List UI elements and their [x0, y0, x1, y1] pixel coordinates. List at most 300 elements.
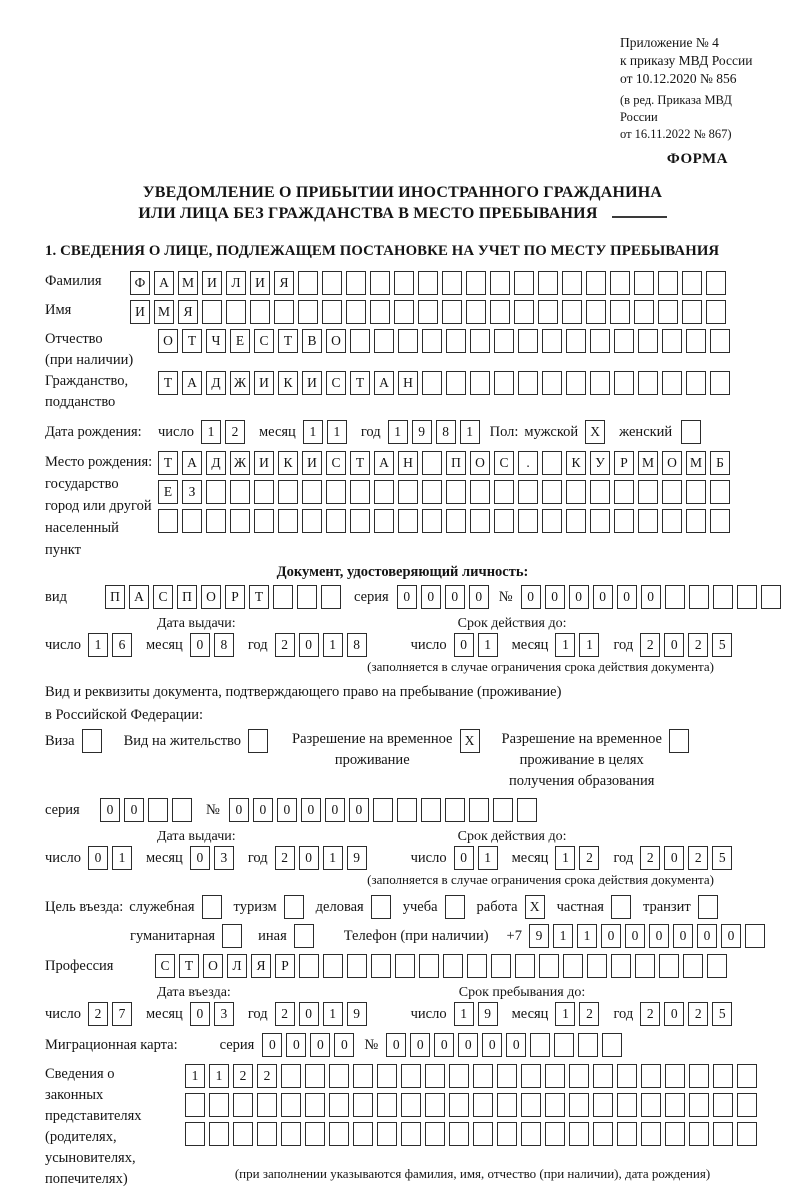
char-cell: Т [249, 585, 269, 609]
char-cell: Ж [230, 371, 250, 395]
date-part-cells [275, 633, 367, 657]
char-cell [395, 954, 415, 978]
char-cell: К [566, 451, 586, 475]
char-cell [686, 480, 706, 504]
char-cell [634, 300, 654, 324]
given-name-cells [130, 300, 726, 324]
char-cell: А [374, 451, 394, 475]
char-cell: С [155, 954, 175, 978]
char-cell [443, 954, 463, 978]
char-cell [578, 1033, 598, 1057]
temp-residence-permit-checkbox [460, 729, 480, 753]
char-cell: 2 [275, 633, 295, 657]
char-cell [322, 300, 342, 324]
char-cell [761, 585, 781, 609]
char-cell: 1 [112, 846, 132, 870]
date-part-cells [454, 1002, 498, 1026]
purpose-private-label: частная [556, 898, 604, 915]
char-cell: Н [398, 451, 418, 475]
phone-prefix: +7 [506, 927, 522, 944]
char-cell: 1 [323, 1002, 343, 1026]
char-cell: 0 [721, 924, 741, 948]
char-cell: 0 [458, 1033, 478, 1057]
char-cell [206, 509, 226, 533]
patronymic-row [45, 329, 760, 371]
char-cell: 0 [299, 633, 319, 657]
char-cell: 2 [688, 633, 708, 657]
char-cell [281, 1122, 301, 1146]
given-name-label: Имя [45, 302, 72, 318]
char-cell [298, 300, 318, 324]
char-cell: 1 [388, 420, 408, 444]
char-cell [449, 1093, 469, 1117]
char-cell: Л [226, 271, 246, 295]
purpose-official-label: служебная [129, 898, 195, 915]
char-cell: 2 [688, 1002, 708, 1026]
char-cell: Я [178, 300, 198, 324]
char-cell: О [158, 329, 178, 353]
char-cell [353, 1064, 373, 1088]
char-cell: М [178, 271, 198, 295]
char-cell [614, 480, 634, 504]
migration-card-row [45, 1033, 760, 1057]
char-cell: X [460, 729, 480, 753]
birth-place-cells-row1 [158, 451, 730, 475]
char-cell [278, 509, 298, 533]
char-cell [346, 271, 366, 295]
char-cell [713, 1093, 733, 1117]
char-cell [469, 798, 489, 822]
char-cell: 0 [421, 585, 441, 609]
char-cell [226, 300, 246, 324]
expiry-date-heading: Срок действия до: [457, 829, 567, 844]
char-cell [373, 798, 393, 822]
char-cell [542, 371, 562, 395]
char-cell [614, 509, 634, 533]
char-cell [686, 371, 706, 395]
char-cell [230, 509, 250, 533]
char-cell [473, 1122, 493, 1146]
issue-date-heading: Дата выдачи: [157, 829, 236, 844]
char-cell [278, 480, 298, 504]
citizenship-label [45, 371, 158, 413]
char-cell [686, 509, 706, 533]
char-cell [590, 371, 610, 395]
char-cell: 0 [286, 1033, 306, 1057]
char-cell [321, 585, 341, 609]
profession-label: Профессия [45, 957, 114, 974]
char-cell: . [518, 451, 538, 475]
char-cell [545, 1064, 565, 1088]
char-cell: Е [230, 329, 250, 353]
char-cell [422, 371, 442, 395]
char-cell [442, 300, 462, 324]
birth-place-label-line: населенный пункт [45, 520, 119, 558]
char-cell: Я [251, 954, 271, 978]
char-cell [353, 1122, 373, 1146]
purpose-row [45, 895, 760, 919]
char-cell [418, 271, 438, 295]
char-cell [449, 1122, 469, 1146]
purpose-other-label: иная [258, 927, 287, 944]
char-cell: 0 [299, 1002, 319, 1026]
char-cell [710, 509, 730, 533]
char-cell: Т [350, 371, 370, 395]
form-title [45, 182, 760, 224]
char-cell [350, 480, 370, 504]
date-part-cells [190, 633, 234, 657]
char-cell [209, 1122, 229, 1146]
char-cell [446, 509, 466, 533]
char-cell [518, 371, 538, 395]
char-cell [566, 371, 586, 395]
residence-series-label: серия [45, 801, 80, 818]
char-cell [419, 954, 439, 978]
residence-permit-checkbox [248, 729, 268, 753]
char-cell [466, 300, 486, 324]
char-cell [634, 271, 654, 295]
char-cell: 0 [673, 924, 693, 948]
char-cell: С [326, 371, 346, 395]
char-cell [530, 1033, 550, 1057]
char-cell: И [254, 371, 274, 395]
char-cell: Т [182, 329, 202, 353]
purpose-private [557, 895, 631, 919]
char-cell: 0 [454, 846, 474, 870]
date-part-cells [388, 420, 480, 444]
date-part-cells [190, 846, 234, 870]
char-cell [662, 509, 682, 533]
char-cell [421, 798, 441, 822]
char-cell [521, 1064, 541, 1088]
char-cell: О [201, 585, 221, 609]
char-cell: 0 [569, 585, 589, 609]
char-cell [602, 1033, 622, 1057]
char-cell [449, 1064, 469, 1088]
char-cell [665, 1093, 685, 1117]
char-cell: 0 [641, 585, 661, 609]
sex-label: Пол: [489, 423, 519, 440]
char-cell: 9 [478, 1002, 498, 1026]
char-cell: А [129, 585, 149, 609]
char-cell: 1 [327, 420, 347, 444]
char-cell: 8 [436, 420, 456, 444]
date-part-cells [275, 1002, 367, 1026]
char-cell: 3 [214, 846, 234, 870]
char-cell [182, 509, 202, 533]
char-cell: 0 [190, 633, 210, 657]
char-cell: 0 [277, 798, 297, 822]
char-cell: 0 [649, 924, 669, 948]
char-cell [394, 271, 414, 295]
char-cell: 1 [577, 924, 597, 948]
doc-kind-cells [105, 585, 341, 609]
char-cell [305, 1122, 325, 1146]
char-cell [737, 1093, 757, 1117]
char-cell [662, 329, 682, 353]
char-cell [707, 954, 727, 978]
char-cell [470, 371, 490, 395]
char-cell [446, 371, 466, 395]
char-cell [698, 895, 718, 919]
char-cell [446, 329, 466, 353]
char-cell: 0 [434, 1033, 454, 1057]
char-cell: 1 [454, 1002, 474, 1026]
char-cell [554, 1033, 574, 1057]
char-cell [590, 480, 610, 504]
surname-cells [130, 271, 726, 295]
char-cell [222, 924, 242, 948]
representatives-label-line: Сведения о [45, 1066, 115, 1082]
sex-male-checkbox [585, 420, 605, 444]
char-cell [610, 271, 630, 295]
char-cell [370, 300, 390, 324]
char-cell [377, 1122, 397, 1146]
char-cell: Т [350, 451, 370, 475]
representatives-label-line: законных [45, 1087, 104, 1103]
char-cell [274, 300, 294, 324]
char-cell: 0 [253, 798, 273, 822]
char-cell: С [254, 329, 274, 353]
residence-doc-intro-line2: в Российской Федерации: [45, 707, 204, 723]
char-cell [422, 451, 442, 475]
purpose-business-label: деловая [315, 898, 364, 915]
char-cell [562, 300, 582, 324]
char-cell [713, 1122, 733, 1146]
char-cell: 0 [229, 798, 249, 822]
char-cell [737, 1122, 757, 1146]
purpose-tourism-checkbox [284, 895, 304, 919]
char-cell [398, 480, 418, 504]
char-cell [593, 1093, 613, 1117]
char-cell [569, 1093, 589, 1117]
char-cell [185, 1122, 205, 1146]
identity-doc-date-headings [45, 615, 760, 632]
purpose-official-checkbox [202, 895, 222, 919]
char-cell: И [254, 451, 274, 475]
char-cell [490, 271, 510, 295]
migration-card-series-cells [262, 1033, 354, 1057]
char-cell: 1 [555, 633, 575, 657]
char-cell [689, 585, 709, 609]
char-cell: 0 [469, 585, 489, 609]
citizenship-cells [158, 371, 730, 395]
representatives-cells-row3 [185, 1122, 757, 1146]
purpose-work [477, 895, 545, 919]
purpose-transit-label: транзит [642, 898, 691, 915]
sex-female-checkbox [681, 420, 701, 444]
char-cell [683, 954, 703, 978]
date-part-cells [201, 420, 245, 444]
char-cell: 5 [712, 1002, 732, 1026]
char-cell: Б [710, 451, 730, 475]
birth-place-label-line: государство [45, 476, 119, 492]
char-cell [658, 300, 678, 324]
char-cell [641, 1093, 661, 1117]
temp-residence-permit-label [292, 729, 452, 771]
char-cell [638, 371, 658, 395]
char-cell: 1 [478, 846, 498, 870]
char-cell [590, 329, 610, 353]
char-cell [233, 1122, 253, 1146]
representatives-cells-row1 [185, 1064, 757, 1088]
residence-number-cells [229, 798, 537, 822]
char-cell [401, 1093, 421, 1117]
doc-series-label: серия [354, 588, 389, 605]
date-part-cells [303, 420, 347, 444]
char-cell: 9 [412, 420, 432, 444]
char-cell [638, 509, 658, 533]
purpose-study-checkbox [445, 895, 465, 919]
char-cell: Т [278, 329, 298, 353]
doc-series-cells [397, 585, 489, 609]
char-cell: 0 [190, 846, 210, 870]
forma-label: ФОРМА [666, 151, 728, 167]
date-part-cells [454, 633, 498, 657]
char-cell [473, 1064, 493, 1088]
residence-doc-series-row [45, 798, 760, 822]
char-cell: 0 [664, 1002, 684, 1026]
char-cell: 1 [555, 1002, 575, 1026]
purpose-business [316, 895, 391, 919]
char-cell: 0 [521, 585, 541, 609]
date-part-label: год [247, 1005, 268, 1022]
char-cell [610, 300, 630, 324]
char-cell [593, 1122, 613, 1146]
char-cell [298, 271, 318, 295]
char-cell [397, 798, 417, 822]
char-cell: Н [398, 371, 418, 395]
residence-doc-dates-row [45, 846, 760, 870]
char-cell: О [326, 329, 346, 353]
char-cell [517, 798, 537, 822]
char-cell: 7 [112, 1002, 132, 1026]
purpose-work-label: работа [476, 898, 518, 915]
residence-doc-intro-line1: Вид и реквизиты документа, подтверждающего право на пребывание (проживание) [45, 684, 562, 700]
char-cell [323, 954, 343, 978]
char-cell: 8 [214, 633, 234, 657]
visa-option [45, 729, 102, 753]
char-cell: 0 [482, 1033, 502, 1057]
char-cell [294, 924, 314, 948]
purpose-humanitarian [130, 924, 242, 948]
char-cell: 0 [593, 585, 613, 609]
char-cell [494, 480, 514, 504]
char-cell: 1 [201, 420, 221, 444]
date-part-cells [640, 633, 732, 657]
char-cell [686, 329, 706, 353]
char-cell [401, 1064, 421, 1088]
date-part-label: число [45, 1005, 81, 1022]
char-cell: 6 [112, 633, 132, 657]
char-cell [665, 585, 685, 609]
section1-heading: 1. СВЕДЕНИЯ О ЛИЦЕ, ПОДЛЕЖАЩЕМ ПОСТАНОВКЕ НА УЧЕТ ПО МЕСТУ ПРЕБЫВАНИЯ [45, 243, 720, 259]
char-cell: 2 [688, 846, 708, 870]
visa-label: Виза [45, 732, 75, 749]
char-cell: 2 [640, 633, 660, 657]
representatives-cells-stack [185, 1064, 757, 1146]
phone-cells [529, 924, 765, 948]
char-cell [377, 1093, 397, 1117]
char-cell: 1 [579, 633, 599, 657]
char-cell [665, 1064, 685, 1088]
char-cell: 0 [617, 585, 637, 609]
char-cell [346, 300, 366, 324]
char-cell [563, 954, 583, 978]
char-cell [350, 509, 370, 533]
identity-doc-heading: Документ, удостоверяющий личность: [276, 564, 529, 580]
representatives-label-line: усыновителях, [45, 1150, 136, 1166]
char-cell [398, 329, 418, 353]
char-cell: 2 [88, 1002, 108, 1026]
date-part-cells [88, 846, 132, 870]
surname-row [45, 271, 760, 295]
char-cell: 0 [386, 1033, 406, 1057]
char-cell [614, 371, 634, 395]
char-cell [326, 509, 346, 533]
char-cell: 0 [190, 1002, 210, 1026]
char-cell: О [662, 451, 682, 475]
char-cell [497, 1064, 517, 1088]
char-cell [569, 1064, 589, 1088]
identity-doc-dates-row [45, 633, 760, 657]
entry-date-heading: Дата въезда: [157, 985, 231, 1000]
char-cell [617, 1064, 637, 1088]
purpose-study [403, 895, 465, 919]
char-cell [350, 329, 370, 353]
residence-series-cells [100, 798, 192, 822]
char-cell: П [105, 585, 125, 609]
char-cell: 0 [454, 633, 474, 657]
patronymic-cells [158, 329, 730, 353]
char-cell: Л [227, 954, 247, 978]
char-cell [515, 954, 535, 978]
date-part-label: число [45, 636, 81, 653]
char-cell [422, 509, 442, 533]
char-cell: 9 [347, 846, 367, 870]
entry-stay-dates-row [45, 1002, 760, 1026]
char-cell: 0 [301, 798, 321, 822]
birth-date-row [45, 420, 760, 444]
representatives-label [45, 1064, 185, 1190]
char-cell [710, 371, 730, 395]
form-title-line2 [45, 203, 760, 224]
char-cell [706, 271, 726, 295]
char-cell: Р [275, 954, 295, 978]
char-cell: К [278, 371, 298, 395]
char-cell [374, 509, 394, 533]
char-cell [539, 954, 559, 978]
visa-checkbox [82, 729, 102, 753]
migration-card-number-cells [386, 1033, 622, 1057]
char-cell [593, 1064, 613, 1088]
char-cell [542, 480, 562, 504]
char-cell: 1 [478, 633, 498, 657]
char-cell [542, 451, 562, 475]
birth-place-label-line: Место рождения: [45, 454, 153, 470]
char-cell: И [130, 300, 150, 324]
surname-label: Фамилия [45, 273, 102, 289]
char-cell [494, 329, 514, 353]
date-part-label: число [410, 849, 447, 866]
temp-residence-edu-label [502, 729, 662, 792]
char-cell [490, 300, 510, 324]
char-cell [538, 271, 558, 295]
char-cell: 0 [262, 1033, 282, 1057]
char-cell: 0 [310, 1033, 330, 1057]
stay-until-heading: Срок пребывания до: [458, 985, 586, 1000]
char-cell [569, 1122, 589, 1146]
